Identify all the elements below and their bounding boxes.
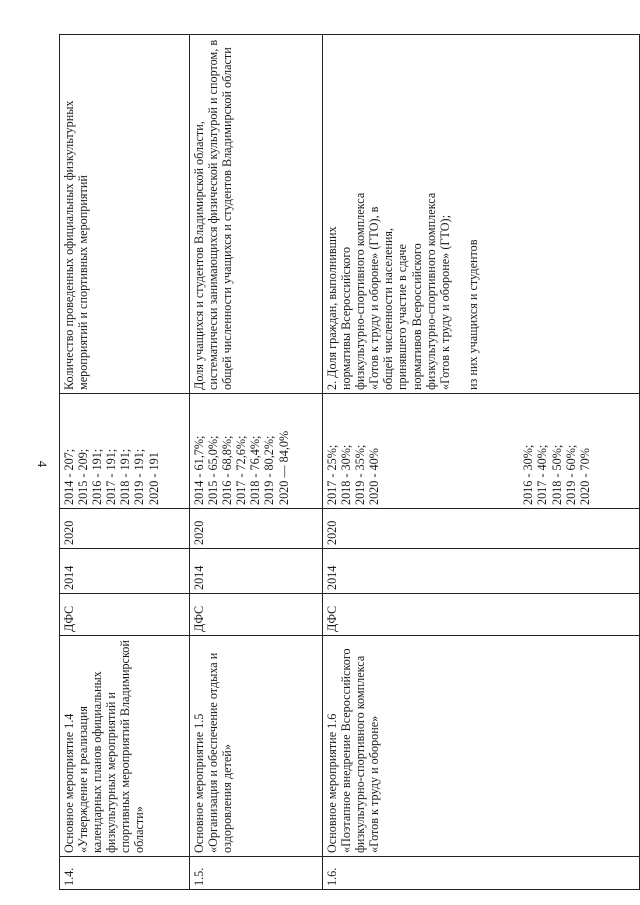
table-row <box>322 34 639 890</box>
indicator-name: Доля учащихся и студентов Владимирской области, систематически занимающихся физической культурой и спортом, в общей численности учащихся и студентов Владимирской области <box>192 39 235 390</box>
column-line <box>59 635 640 636</box>
page-number: 4 <box>35 460 50 468</box>
indicator-values: 2014 - 61,7%; 2015 - 65,0%; 2016 - 68,8%; 2017 - 72,6%; 2018 - 76,4%; 2019 - 80,2%; 2020 — 84,0% <box>192 430 291 505</box>
measure-title: Основное мероприятие 1.5 «Организация и обеспечение отдыха и оздоровления детей» <box>192 652 235 853</box>
executor: ДФС <box>192 605 206 632</box>
end-year: 2020 <box>62 520 76 545</box>
column-line <box>59 593 640 594</box>
column-line <box>59 34 640 35</box>
indicator-values-cell <box>322 394 639 509</box>
indicator-values: 2017 - 25%; 2018 - 30%; 2019 - 35%; 2020 - 40% <box>325 444 382 505</box>
column-line <box>59 548 640 549</box>
row-number: 1.5. <box>192 867 206 886</box>
indicator-name: 2. Доля граждан, выполнивших нормативы Всероссийского физкультурно-спортивного комплекса «Готов к труду и обороне» (ГТО), в общей численности населения, принявшего участие в сдаче нормативов Всероссийского физкультурно-спортивного комплекса «Готов к труду и обороне» (ГТО); <box>325 192 452 390</box>
column-line <box>59 889 640 890</box>
table-row <box>189 34 322 890</box>
measures-table <box>59 34 640 890</box>
start-year: 2014 <box>192 565 206 590</box>
indicator-name: Количество проведенных официальных физкультурных мероприятий и спортивных мероприятий <box>62 100 91 390</box>
indicator-name-students: из них учащихся и студентов <box>465 239 480 390</box>
indicator-name-cell <box>322 34 639 394</box>
column-line <box>59 856 640 857</box>
column-line <box>59 393 640 394</box>
table-row <box>59 34 189 890</box>
indicator-values: 2014 - 207; 2015 - 209; 2016 - 191; 2017 - 191; 2018 - 191; 2019 - 191; 2020 - 191 <box>62 448 161 505</box>
executor: ДФС <box>325 605 339 632</box>
values-gap <box>381 397 521 505</box>
indicator-gap <box>452 37 466 390</box>
indicator-values-students: 2016 - 30%; 2017 - 40%; 2018 - 50%; 2019 - 60%; 2020 - 70% <box>521 444 592 505</box>
end-year: 2020 <box>192 520 206 545</box>
end-year: 2020 <box>325 520 339 545</box>
measure-title: Основное мероприятие 1.6 «Поэтапное внедрение Всероссийского физкультурно-спортивного комплекса «Готов к труду и обороне» <box>325 648 382 853</box>
measure-title: Основное мероприятие 1.4 «Утверждение и реализация календарных планов официальных физкультурных мероприятий и спортивных мероприятий Владимирской области» <box>62 640 147 853</box>
row-number: 1.4. <box>62 867 76 886</box>
executor: ДФС <box>62 605 76 632</box>
column-line <box>59 508 640 509</box>
table-rotated-frame <box>59 34 640 890</box>
start-year: 2014 <box>62 565 76 590</box>
row-number: 1.6. <box>325 867 339 886</box>
start-year: 2014 <box>325 565 339 590</box>
